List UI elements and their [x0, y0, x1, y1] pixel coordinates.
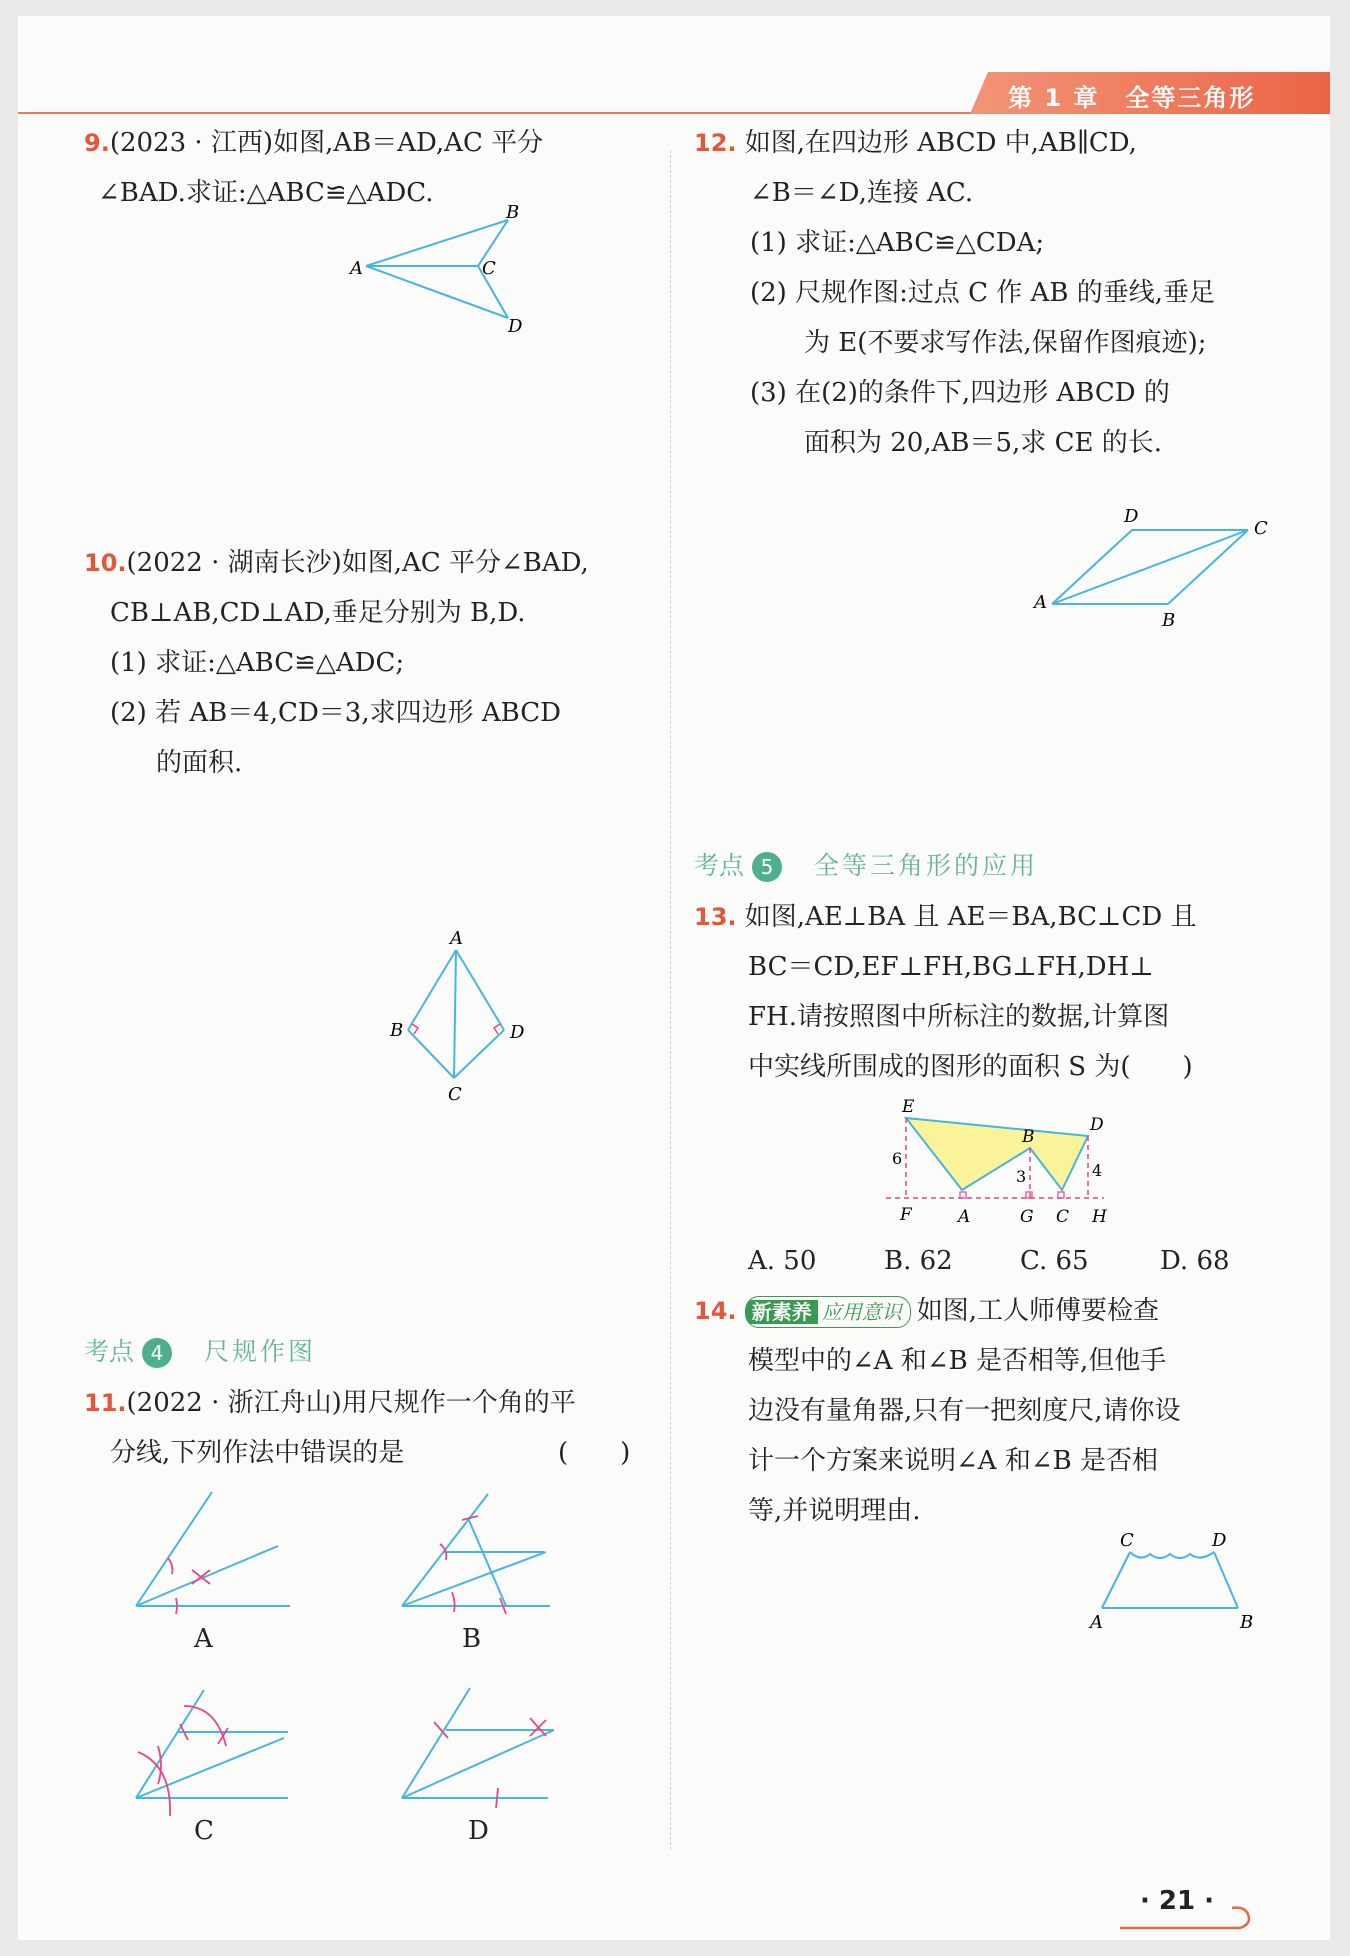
q13-label-c: C [1056, 1207, 1070, 1227]
q13-label-e: E [902, 1097, 915, 1117]
q11-text1: (2022 · 浙江舟山)用尺规作一个角的平 [126, 1388, 576, 1418]
q14-line5: 等,并说明理由. [748, 1496, 921, 1526]
q14-badge [745, 1296, 911, 1328]
q11-answer-paren: ( ) [558, 1438, 631, 1468]
q13-line4: 中实线所围成的图形的面积 S 为( ) [748, 1052, 1193, 1082]
q14-line2: 模型中的∠A 和∠B 是否相等,但他手 [748, 1346, 1167, 1376]
q9-line2: ∠BAD.求证:△ABC≌△ADC. [98, 178, 434, 208]
q14-number: 14. [694, 1297, 737, 1325]
q10-line3: (1) 求证:△ABC≌△ADC; [110, 648, 405, 678]
q13-label-a: A [958, 1207, 971, 1227]
q11-line2: 分线,下列作法中错误的是 [110, 1438, 405, 1468]
q13-option-d: D. 68 [1160, 1246, 1230, 1276]
q10-line5: 的面积. [156, 748, 243, 778]
q14-label-c: C [1120, 1530, 1134, 1551]
q12-text1: 如图,在四边形 ABCD 中,AB∥CD, [744, 128, 1137, 158]
q14-label-b: B [1240, 1612, 1254, 1633]
q13-figure [878, 1092, 1138, 1232]
q14-figure [1078, 1516, 1278, 1636]
q12-line1 [694, 118, 1137, 168]
q12-line7: 面积为 20,AB＝5,求 CE 的长. [804, 428, 1162, 458]
q13-text1: 如图,AE⊥BA 且 AE＝BA,BC⊥CD 且 [744, 902, 1197, 932]
q12-number: 12. [694, 129, 737, 157]
q9-line1 [84, 118, 543, 168]
page-number-ornament [1118, 1894, 1258, 1934]
page-number: · 21 · [1140, 1886, 1215, 1916]
q13-option-a: A. 50 [748, 1246, 817, 1276]
chapter-header [1008, 78, 1281, 113]
q11-number: 11. [84, 1389, 127, 1417]
q9-text1: (2023 · 江西)如图,AB＝AD,AC 平分 [109, 128, 544, 158]
q13-label-4: 4 [1092, 1161, 1103, 1180]
q13-label-3: 3 [1016, 1167, 1027, 1186]
textbook-page [18, 16, 1330, 1940]
q12-line5: 为 E(不要求写作法,保留作图痕迹); [804, 328, 1207, 358]
q11-option-b: B [462, 1624, 482, 1654]
q12-figure [1028, 496, 1288, 636]
q10-label-c: C [448, 1084, 462, 1105]
q11-line1 [84, 1378, 576, 1428]
chapter-title: 全等三角形 [1125, 84, 1256, 112]
q14-line4: 计一个方案来说明∠A 和∠B 是否相 [748, 1446, 1158, 1476]
q9-label-b: B [506, 202, 520, 223]
q12-line4: (2) 尺规作图:过点 C 作 AB 的垂线,垂足 [750, 278, 1215, 308]
section-4-label: 考点 [84, 1337, 135, 1366]
q11-figure-a [128, 1474, 308, 1624]
q11-figure-c [128, 1666, 308, 1816]
section-4-number: 4 [142, 1338, 172, 1368]
q10-number: 10. [84, 549, 127, 577]
q14-text1: 如图,工人师傅要检查 [916, 1296, 1160, 1326]
q10-label-b: B [390, 1020, 404, 1041]
q13-label-6: 6 [892, 1149, 903, 1168]
q13-line1 [694, 892, 1197, 942]
q11-option-d: D [468, 1816, 489, 1846]
q9-label-d: D [508, 316, 523, 337]
q12-label-d: D [1124, 506, 1139, 527]
q10-figure [378, 926, 548, 1106]
q11-option-a: A [194, 1624, 213, 1654]
section-5-title: 全等三角形的应用 [814, 851, 1039, 880]
q10-text1: (2022 · 湖南长沙)如图,AC 平分∠BAD, [126, 548, 589, 578]
q12-line6: (3) 在(2)的条件下,四边形 ABCD 的 [750, 378, 1170, 408]
section-4-heading [84, 1332, 316, 1368]
q10-line4: (2) 若 AB＝4,CD＝3,求四边形 ABCD [110, 698, 561, 728]
q12-label-b: B [1162, 610, 1176, 631]
q9-figure [348, 202, 538, 342]
q13-label-f: F [900, 1205, 912, 1225]
q14-label-d: D [1212, 1530, 1227, 1551]
section-5-heading [694, 846, 1038, 882]
section-5-number: 5 [752, 852, 782, 882]
q11-figure-d [398, 1666, 578, 1816]
chapter-number: 第 1 章 [1008, 84, 1100, 112]
q10-line1 [84, 538, 589, 588]
q13-label-b: B [1022, 1127, 1035, 1147]
q10-label-a: A [450, 928, 463, 949]
q14-line1 [694, 1286, 1159, 1336]
q12-line2: ∠B＝∠D,连接 AC. [750, 178, 974, 208]
q13-label-d: D [1090, 1115, 1104, 1135]
q14-label-a: A [1090, 1612, 1103, 1633]
section-5-label: 考点 [694, 851, 745, 880]
q13-label-g: G [1020, 1207, 1034, 1227]
q12-label-c: C [1254, 518, 1268, 539]
q9-number: 9. [84, 129, 110, 157]
q10-line2: CB⊥AB,CD⊥AD,垂足分别为 B,D. [110, 598, 526, 628]
q9-label-a: A [350, 258, 363, 279]
column-divider [670, 150, 672, 1850]
q9-label-c: C [482, 258, 496, 279]
section-4-title: 尺规作图 [204, 1337, 317, 1366]
q13-line2: BC＝CD,EF⊥FH,BG⊥FH,DH⊥ [748, 952, 1154, 982]
q13-option-c: C. 65 [1020, 1246, 1089, 1276]
q12-line3: (1) 求证:△ABC≌△CDA; [750, 228, 1045, 258]
q10-label-d: D [510, 1022, 525, 1043]
q13-option-b: B. 62 [884, 1246, 953, 1276]
q11-option-c: C [194, 1816, 214, 1846]
q14-badge-main: 新素养 [746, 1300, 818, 1324]
q14-badge-sub: 应用意识 [821, 1300, 902, 1324]
q13-label-h: H [1092, 1207, 1107, 1227]
q14-line3: 边没有量角器,只有一把刻度尺,请你设 [748, 1396, 1181, 1426]
q13-line3: FH.请按照图中所标注的数据,计算图 [748, 1002, 1170, 1032]
q11-figure-b [398, 1474, 578, 1624]
q13-number: 13. [694, 903, 737, 931]
q12-label-a: A [1034, 592, 1047, 613]
